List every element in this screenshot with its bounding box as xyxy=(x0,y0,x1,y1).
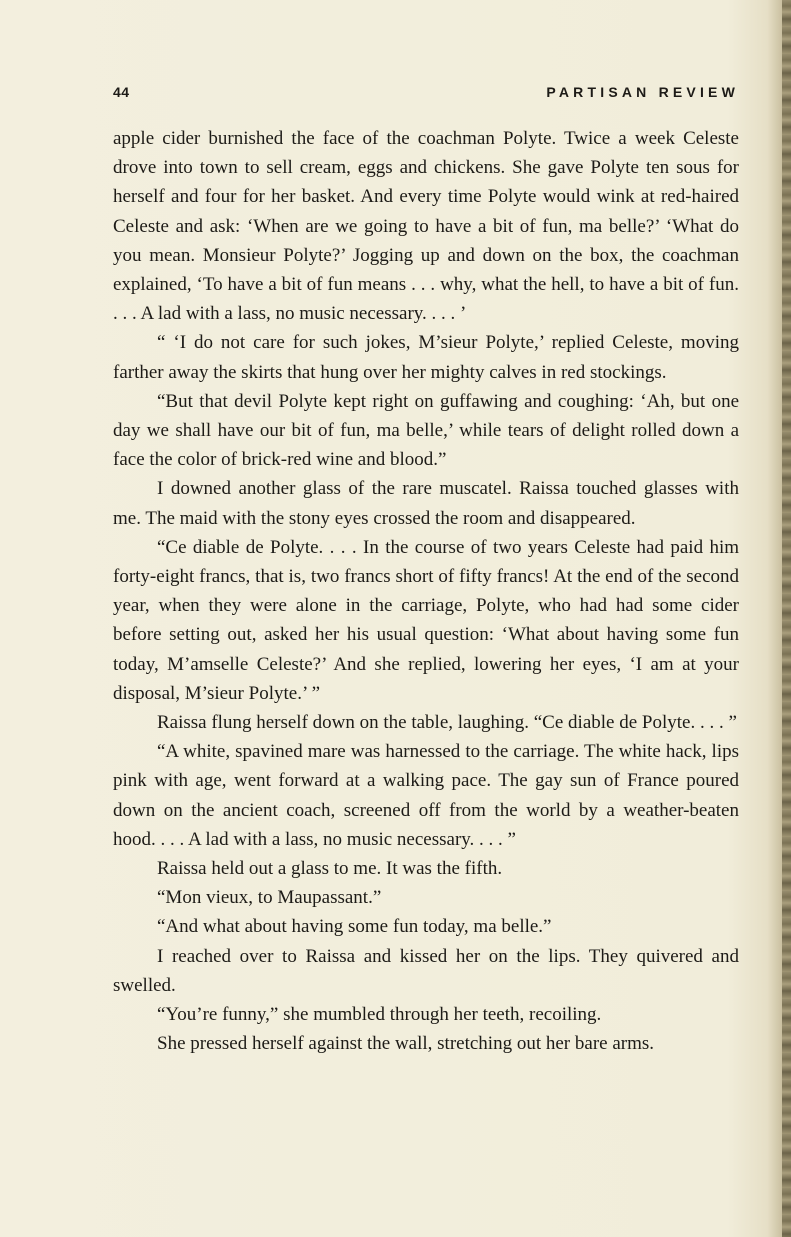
paragraph: She pressed herself against the wall, stretching out her bare arms. xyxy=(157,1033,655,1055)
paragraph: apple cider burnished the face of the coachman Polyte. Twice a week Celeste drove into town to sell cream, eggs and chickens. She gave Polyte ten sous for herself and four for her basket. And every time Polyte would wink at red-haired Celeste and ask: ‘When are we going to have a bit of fun, ma belle?’ ‘What do you mean. Monsieur Polyte?’ Jogging up and down on the box, the coachman explained, ‘To have a bit of fun means . . . why, what the hell, to have a bit of fun. . . . A lad with a lass, no music necessary. . . . ’ xyxy=(113,128,739,325)
journal-title: PARTISAN REVIEW xyxy=(546,84,739,100)
paragraph: “Mon vieux, to Maupassant.” xyxy=(157,887,382,909)
body-text xyxy=(113,124,739,1059)
running-head xyxy=(113,84,739,106)
paragraph: “A white, spavined mare was harnessed to the carriage. The white hack, lips pink with age, went forward at a walking pace. The gay sun of France poured down on the ancient coach, screened off from the world by a weather-beaten hood. . . . A lad with a lass, no music necessary. . . . ” xyxy=(113,741,739,850)
page-number: 44 xyxy=(113,84,130,100)
paragraph: “And what about having some fun today, ma belle.” xyxy=(157,916,552,938)
paragraph: “But that devil Polyte kept right on guffawing and coughing: ‘Ah, but one day we shall have our bit of fun, ma belle,’ while tears of delight rolled down a face the color of brick-red wine and blood.” xyxy=(113,390,739,471)
paragraph: I reached over to Raissa and kissed her on the lips. They quivered and swelled. xyxy=(113,945,739,996)
paragraph: Raissa held out a glass to me. It was the fifth. xyxy=(157,858,503,880)
paragraph: Raissa flung herself down on the table, laughing. “Ce diable de Polyte. . . . ” xyxy=(157,712,737,734)
paragraph: “You’re funny,” she mumbled through her teeth, recoiling. xyxy=(157,1004,602,1026)
paragraph: “ ‘I do not care for such jokes, M’sieur Polyte,’ replied Celeste, moving farther away the skirts that hung over her mighty calves in red stockings. xyxy=(113,332,739,383)
paragraph: “Ce diable de Polyte. . . . In the course of two years Celeste had paid him forty-eight francs, that is, two francs short of fifty francs! At the end of the second year, when they were alone in the carriage, Polyte, who had had some cider before setting out, asked her his usual question: ‘What about having some fun today, M’amselle Celeste?’ And she replied, lowering her eyes, ‘I am at your disposal, M’sieur Polyte.’ ” xyxy=(113,536,739,704)
page-edge xyxy=(782,0,791,1237)
paragraph: I downed another glass of the rare muscatel. Raissa touched glasses with me. The maid with the stony eyes crossed the room and disappeared. xyxy=(113,478,739,529)
